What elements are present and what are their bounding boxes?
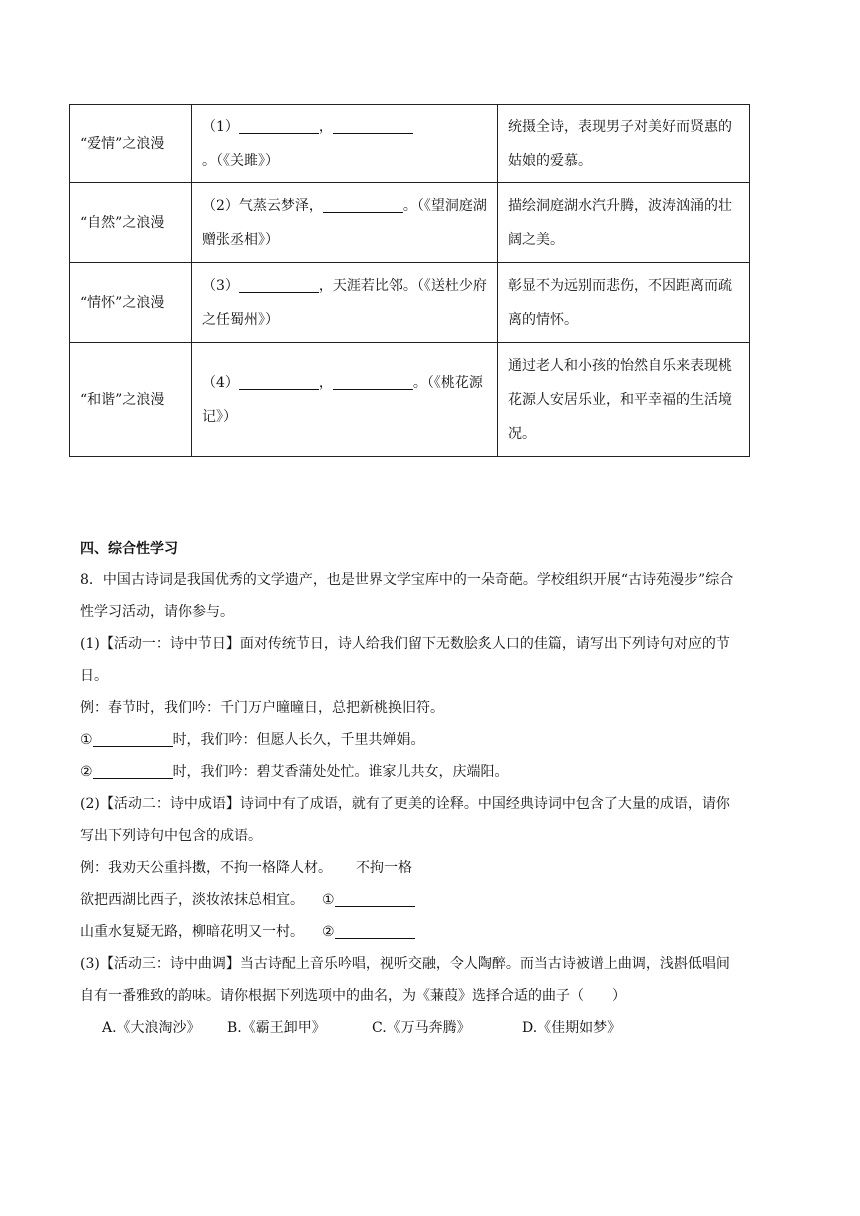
prompt-pre: （4） [202,374,239,391]
activity-1-item [80,756,780,788]
activity-1-line: (1)【活动一：诗中节日】面对传统节日，诗人给我们留下无数脍炙人口的佳篇，请写出下列诗句对应的节 [80,636,730,652]
example-text: 例：我劝天公重抖擞，不拘一格降人材。 [80,860,332,876]
section-title: 四、综合性学习 [80,541,178,557]
item-number: ② [322,924,335,940]
activity-1-item [80,724,780,756]
prompt-cell [192,105,498,183]
item-number: ② [80,764,93,780]
prompt-post: ，天涯若比邻。（《送杜少府之任蜀州》） [202,277,487,328]
activity-2-item [80,916,780,948]
table-row [70,105,750,183]
prompt-mid: ， [318,118,333,135]
description-cell: 通过老人和小孩的怡然自乐来表现桃花源人安居乐业，和平幸福的生活境况。 [498,343,750,457]
activity-1-example: 例：春节时，我们吟：千门万户曈曈日，总把新桃换旧符。 [80,700,444,716]
example-answer: 不拘一格 [356,860,412,876]
item-text: 时，我们吟：但愿人长久，千里共婵娟。 [172,732,425,748]
prompt-cell [192,343,498,457]
answer-slot [322,884,415,916]
answer-blank[interactable] [239,117,319,134]
answer-options [80,1012,780,1044]
activity-2-example [80,852,780,884]
answer-blank[interactable] [323,196,403,213]
prompt-pre: （3） [202,277,239,294]
prompt-pre: （1） [202,118,239,135]
answer-blank[interactable] [239,373,319,390]
activity-2-line: (2)【活动二：诗中成语】诗词中有了成语，就有了更美的诠释。中国经典诗词中包含了大量的成语，请你 [80,796,730,812]
idiom-blank[interactable] [335,922,415,939]
activity-1-line: 日。 [80,668,108,684]
table-row [70,343,750,457]
answer-slot [322,916,415,948]
q8-intro-line: 性学习活动，请你参与。 [80,604,234,620]
item-number: ① [322,892,335,908]
option-a[interactable]: A.《大浪淘沙》 [102,1020,201,1036]
answer-blank[interactable] [333,373,413,390]
category-cell: “自然”之浪漫 [70,183,192,263]
activity-2-item [80,884,780,916]
prompt-mid: ， [318,374,333,391]
question-8 [80,564,780,1044]
festival-blank[interactable] [93,762,173,779]
activity-3-line: (3)【活动三：诗中曲调】当古诗配上音乐吟唱，视听交融，令人陶醉。而当古诗被谱上曲调，浅斟低唱间 [80,956,730,972]
description-cell: 彰显不为远别而悲伤，不因距离而疏离的情怀。 [498,263,750,343]
category-cell: “爱情”之浪漫 [70,105,192,183]
prompt-post: 。（《桃花源记》） [202,374,483,425]
option-b[interactable]: B.《霸王卸甲》 [227,1020,326,1036]
prompt-post: 。（《望洞庭湖赠张丞相》） [202,197,487,248]
table-row [70,183,750,263]
answer-blank[interactable] [333,117,413,134]
prompt-pre: （2）气蒸云梦泽， [202,197,323,214]
category-cell: “和谐”之浪漫 [70,343,192,457]
answer-blank[interactable] [239,276,319,293]
activity-2-line: 写出下列诗句中包含的成语。 [80,828,262,844]
table-row [70,263,750,343]
item-number: ① [80,732,93,748]
description-cell: 统摄全诗，表现男子对美好而贤惠的姑娘的爱慕。 [498,105,750,183]
q8-intro-line: 8．中国古诗词是我国优秀的文学遗产，也是世界文学宝库中的一朵奇葩。学校组织开展“古诗苑漫步”综合 [80,572,734,588]
option-d[interactable]: D.《佳期如梦》 [522,1020,622,1036]
category-cell: “情怀”之浪漫 [70,263,192,343]
option-c[interactable]: C.《万马奔腾》 [372,1020,471,1036]
item-text: 山重水复疑无路，柳暗花明又一村。 [80,924,304,940]
prompt-cell [192,263,498,343]
item-text: 时，我们吟：碧艾香蒲处处忙。谁家儿共女，庆端阳。 [172,764,509,780]
prompt-post: 。（《关雎》） [202,152,279,169]
item-text: 欲把西湖比西子，淡妆浓抹总相宜。 [80,892,304,908]
description-cell: 描绘洞庭湖水汽升腾，波涛汹涌的壮阔之美。 [498,183,750,263]
prompt-cell [192,183,498,263]
poem-table [69,104,750,457]
activity-3-line: 自有一番雅致的韵味。请你根据下列选项中的曲名，为《蒹葭》选择合适的曲子（ ） [80,988,626,1004]
idiom-blank[interactable] [335,890,415,907]
festival-blank[interactable] [93,730,173,747]
